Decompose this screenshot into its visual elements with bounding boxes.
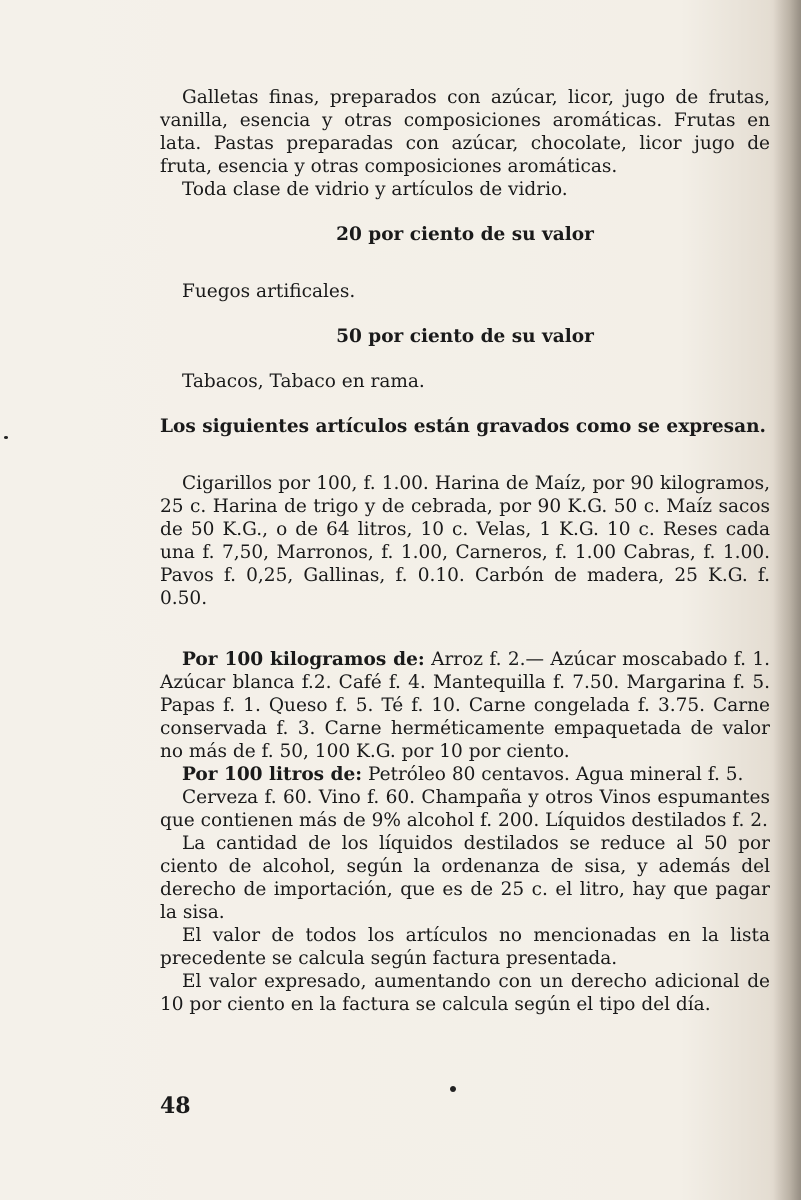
paragraph-vidrio: Toda clase de vidrio y artículos de vidrio. xyxy=(182,179,568,200)
paragraph-fuegos: Fuegos artificales. xyxy=(182,281,356,302)
paragraph-cerveza: Cerveza f. 60. Vino f. 60. Champaña y otros Vinos espumantes que contienen más de 9% alcohol f. 200. Líquidos destilados f. 2. xyxy=(160,787,770,831)
heading-20-por-ciento: 20 por ciento de su valor xyxy=(336,224,594,245)
kilogramos-lead: Por 100 kilogramos de: xyxy=(182,649,425,670)
paragraph-kilogramos xyxy=(160,648,770,763)
ink-speck xyxy=(4,436,8,439)
paragraph-galletas: Galletas finas, preparados con azúcar, licor, jugo de frutas, vanilla, esencia y otras composiciones aromáticas. Frutas en lata. Pastas preparadas con azúcar, chocolate, licor jugo de fruta, esencia y otras composiciones aromáticas. xyxy=(160,87,770,177)
heading-articulos-gravados: Los siguientes artículos están gravados como se expresan. xyxy=(160,416,766,437)
paragraph-cigarillos: Cigarillos por 100, f. 1.00. Harina de Maíz, por 90 kilogramos, 25 c. Harina de trigo y de cebrada, por 90 K.G. 50 c. Maíz sacos de 50 K.G., o de 64 litros, 10 c. Velas, 1 K.G. 10 c. Reses cada una f. 7,50, Marronos, f. 1.00, Carneros, f. 1.00 Cabras, f. 1.00. Pavos f. 0,25, Gallinas, f. 0.10. Carbón de madera, 25 K.G. f. 0.50. xyxy=(160,473,770,609)
page-number: 48 xyxy=(160,1093,191,1119)
page-body xyxy=(160,86,770,1016)
paragraph-valor-factura: El valor de todos los artículos no mencionadas en la lista precedente se calcula según factura presentada. xyxy=(160,925,770,969)
paragraph-sisa: La cantidad de los líquidos destilados se reduce al 50 por ciento de alcohol, según la ordenanza de sisa, y además del derecho de importación, que es de 25 c. el litro, hay que pagar la sisa. xyxy=(160,833,770,923)
ink-speck xyxy=(450,1086,456,1092)
paragraph-valor-expresado: El valor expresado, aumentando con un derecho adicional de 10 por ciento en la factura se calcula según el tipo del día. xyxy=(160,971,770,1015)
paragraph-tabacos: Tabacos, Tabaco en rama. xyxy=(182,371,425,392)
litros-list: Petróleo 80 centavos. Agua mineral f. 5. xyxy=(362,764,744,785)
paragraph-litros xyxy=(160,763,770,786)
kilogramos-list: Arroz f. 2.— Azúcar moscabado f. 1. Azúcar blanca f.2. Café f. 4. Mantequilla f. 7.50. Margarina f. 5. Papas f. 1. Queso f. 5. Té f. 10. Carne congelada f. 3.75. Carne conservada f. 3. Carne herméticamente empaquetada de valor no más de f. 50, 100 K.G. por 10 por ciento. xyxy=(160,649,770,762)
page-edge-shadow xyxy=(773,0,801,1200)
heading-50-por-ciento: 50 por ciento de su valor xyxy=(336,326,594,347)
litros-lead: Por 100 litros de: xyxy=(182,764,363,785)
